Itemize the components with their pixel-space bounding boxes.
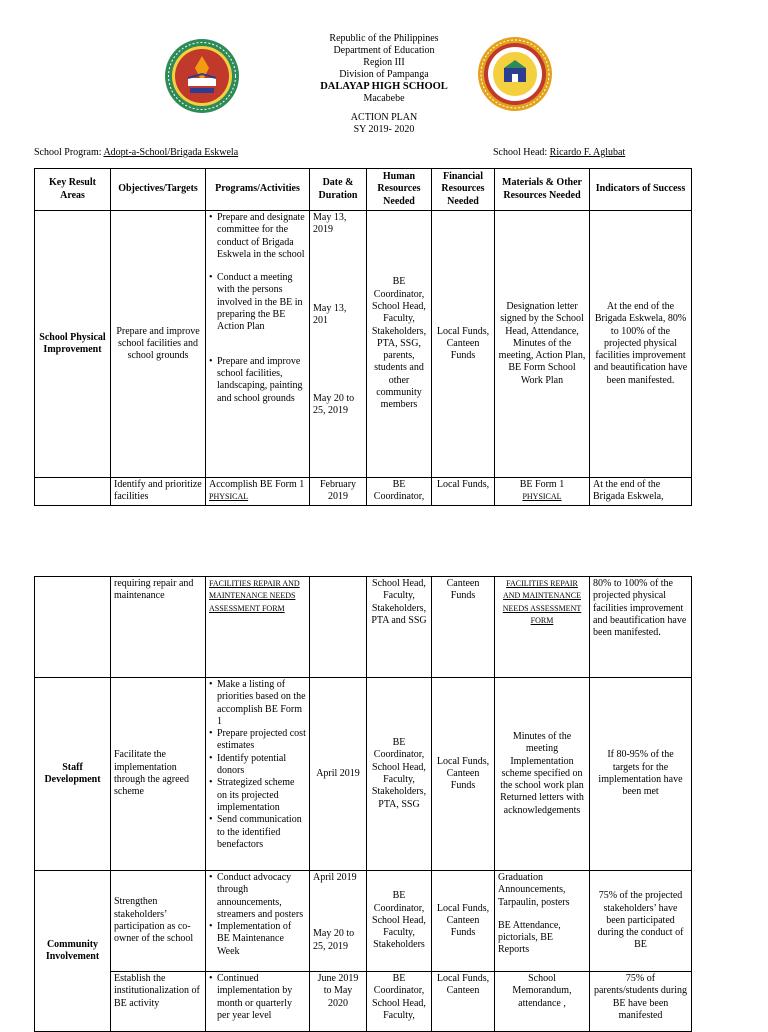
- date-value: May 13, 201: [313, 302, 347, 326]
- table-row: [35, 972, 692, 1032]
- date-value: May 20 to 25, 2019: [313, 393, 355, 417]
- activity-item: • Identify potential donors: [217, 753, 306, 778]
- activity-item: • Prepare projected cost estimates: [217, 728, 306, 753]
- date-value: May 20 to 25, 2019: [313, 928, 355, 952]
- date-cell: April 2019: [310, 678, 367, 871]
- school-program-line: [34, 147, 238, 158]
- letterhead-line-2: Department of Education: [333, 45, 435, 56]
- school-head-value: Ricardo F. Aglubat: [549, 147, 626, 158]
- header-objectives: Objectives/Targets: [111, 169, 206, 211]
- date-cell: [310, 211, 367, 478]
- financial-cell: Local Funds,: [432, 478, 495, 506]
- header-key-result-areas: Key Result Areas: [35, 169, 111, 211]
- header-materials: Materials & Other Resources Needed: [495, 169, 590, 211]
- materials-cell: [495, 678, 590, 871]
- school-head-line: [493, 147, 625, 158]
- indicators-cell: At the end of the Brigada Eskwela, 80% to 100% of the projected physical facilities improvement and beautification have been manifested.: [590, 211, 692, 478]
- kra-cell: School Physical Improvement: [35, 211, 111, 478]
- activities-cell: [206, 577, 310, 678]
- human-resources-cell: School Head, Faculty, Stakeholders, PTA and SSG: [367, 577, 432, 678]
- document-page-1: [0, 0, 768, 512]
- school-program-value: Adopt-a-School/Brigada Eskwela: [103, 147, 239, 158]
- activities-cell: [206, 211, 310, 478]
- letterhead: [234, 33, 534, 105]
- header-human-resources: Human Resources Needed: [367, 169, 432, 211]
- table-row: [35, 478, 692, 506]
- page-separator: [0, 512, 768, 528]
- objective-cell: Strengthen stakeholders’ participation as co-owner of the school: [111, 871, 206, 972]
- date-cell: [310, 577, 367, 678]
- financial-cell: Local Funds, Canteen: [432, 972, 495, 1032]
- materials-text: Graduation Announcements, Tarpaulin, posters: [498, 872, 570, 908]
- financial-cell: Local Funds, Canteen Funds: [432, 871, 495, 972]
- activity-item: • Conduct advocacy through announcements, streamers and posters: [217, 872, 306, 921]
- activity-item: • Strategized scheme on its projected implementation: [217, 777, 306, 814]
- school-name: DALAYAP HIGH SCHOOL: [320, 81, 448, 92]
- date-cell: February 2019: [310, 478, 367, 506]
- activities-cell: [206, 678, 310, 871]
- school-program-label: School Program:: [34, 147, 104, 158]
- header-date: Date & Duration: [310, 169, 367, 211]
- indicators-cell: At the end of the Brigada Eskwela,: [590, 478, 692, 506]
- indicators-cell: 75% of the projected stakeholders’ have been participated during the conduct of BE: [590, 871, 692, 972]
- date-cell: [310, 871, 367, 972]
- materials-cell: Designation letter signed by the School Head, Attendance, Minutes of the meeting, Action Plan, BE Form School Work Plan: [495, 211, 590, 478]
- action-plan-table-page-2: [34, 576, 692, 1032]
- objective-cell: Facilitate the implementation through the agreed scheme: [111, 678, 206, 871]
- indicators-cell: 75% of parents/students during BE have been manifested: [590, 972, 692, 1032]
- header-indicators: Indicators of Success: [590, 169, 692, 211]
- activity-item: • Make a listing of priorities based on the accomplish BE Form 1: [217, 679, 306, 728]
- date-value: May 13, 2019: [313, 212, 347, 236]
- financial-cell: Canteen Funds: [432, 577, 495, 678]
- table-row: [35, 678, 692, 871]
- objective-cell: Establish the institutionalization of BE activity: [111, 972, 206, 1032]
- plan-title: ACTION PLAN: [350, 112, 418, 123]
- header-programs: Programs/Activities: [206, 169, 310, 211]
- indicators-cell: 80% to 100% of the projected physical facilities improvement and beautification have been manifested.: [590, 577, 692, 678]
- activity-form-name: FACILITIES REPAIR AND MAINTENANCE NEEDS ASSESSMENT FORM: [209, 579, 300, 613]
- materials-text: BE Attendance, pictorials, BE Reports: [498, 919, 561, 956]
- plan-title-block: [234, 112, 534, 136]
- human-resources-cell: BE Coordinator, School Head, Faculty, Stakeholders: [367, 871, 432, 972]
- materials-form-name: PHYSICAL: [522, 492, 562, 502]
- kra-cell: [35, 478, 111, 506]
- human-resources-cell: BE Coordinator,: [367, 478, 432, 506]
- plan-school-year: SY 2019- 2020: [353, 124, 415, 135]
- table-header-row: [35, 169, 692, 211]
- materials-text: Returned letters with acknowledgements: [500, 792, 584, 816]
- letterhead-line-4: Division of Pampanga: [339, 69, 429, 80]
- header-financial-resources: Financial Resources Needed: [432, 169, 495, 211]
- date-cell: June 2019 to May 2020: [310, 972, 367, 1032]
- materials-cell: [495, 871, 590, 972]
- objective-cell: requiring repair and maintenance: [111, 577, 206, 678]
- activity-text: Accomplish BE Form 1: [209, 479, 305, 490]
- activity-item: • Conduct a meeting with the persons involved in the BE in preparing the BE Action Plan: [217, 272, 306, 333]
- table-row: [35, 211, 692, 478]
- kra-cell: Staff Development: [35, 678, 111, 871]
- school-town: Macabebe: [363, 93, 405, 104]
- school-head-label: School Head:: [493, 147, 550, 158]
- materials-cell: [495, 577, 590, 678]
- date-value: April 2019: [313, 872, 357, 883]
- human-resources-cell: BE Coordinator, School Head, Faculty, Stakeholders, PTA, SSG: [367, 678, 432, 871]
- materials-cell: School Memorandum, attendance ,: [495, 972, 590, 1032]
- activities-cell: [206, 478, 310, 506]
- materials-form-name: FACILITIES REPAIR AND MAINTENANCE NEEDS ASSESSMENT FORM: [502, 579, 582, 625]
- materials-cell: [495, 478, 590, 506]
- financial-cell: Local Funds, Canteen Funds: [432, 678, 495, 871]
- activity-item: • Prepare and designate committee for the conduct of Brigada Eskwela in the school: [217, 212, 306, 261]
- human-resources-cell: BE Coordinator, School Head, Faculty,: [367, 972, 432, 1032]
- action-plan-table-page-1: [34, 168, 692, 506]
- human-resources-cell: BE Coordinator, School Head, Faculty, Stakeholders, PTA, SSG, parents, students and other community members: [367, 211, 432, 478]
- objective-cell: Identify and prioritize facilities: [111, 478, 206, 506]
- activity-item: • Implementation of BE Maintenance Week: [217, 921, 306, 958]
- activity-item: • Send communication to the identified benefactors: [217, 814, 306, 851]
- table-row: [35, 577, 692, 678]
- financial-cell: Local Funds, Canteen Funds: [432, 211, 495, 478]
- activities-cell: [206, 972, 310, 1032]
- materials-text: Minutes of the meeting Implementation scheme specified on the school work plan: [500, 730, 584, 792]
- objective-cell: Prepare and improve school facilities and school grounds: [111, 211, 206, 478]
- table-row: [35, 871, 692, 972]
- kra-cell: Community Involvement: [35, 871, 111, 1032]
- activities-cell: [206, 871, 310, 972]
- dalayap-high-school-seal-icon: [164, 38, 240, 114]
- letterhead-line-3: Region III: [363, 57, 405, 68]
- activity-item: • Continued implementation by month or quarterly per year level: [217, 973, 306, 1022]
- activity-item: • Prepare and improve school facilities, landscaping, painting and school grounds: [217, 356, 306, 405]
- materials-text: BE Form 1: [519, 479, 565, 490]
- letterhead-line-1: Republic of the Philippines: [329, 33, 439, 44]
- activity-form-name: PHYSICAL: [209, 492, 249, 502]
- indicators-cell: If 80-95% of the targets for the implementation have been met: [590, 678, 692, 871]
- kra-cell: [35, 577, 111, 678]
